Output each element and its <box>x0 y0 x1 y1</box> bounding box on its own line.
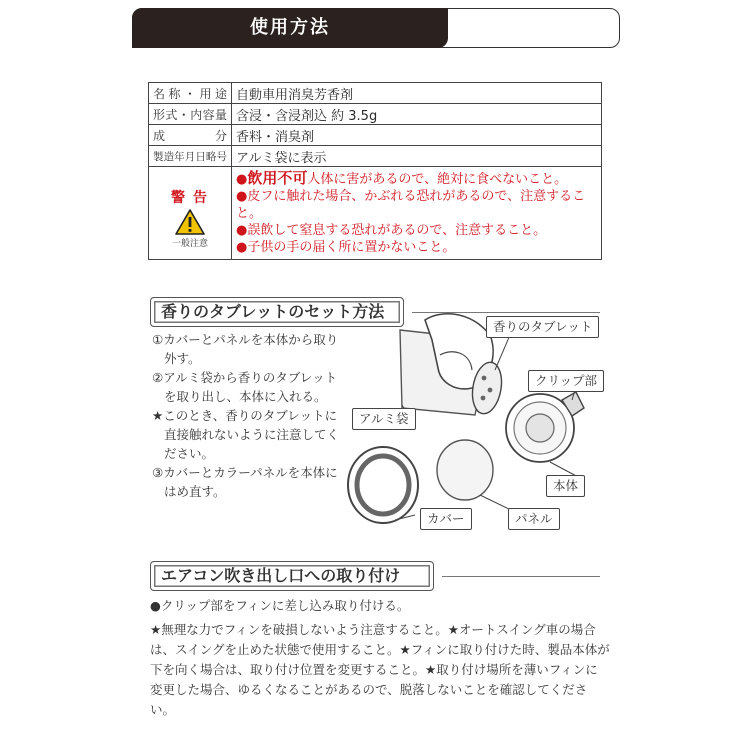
warning-triangle-icon <box>175 209 205 235</box>
step-item: ①カバーとパネルを本体から取り外す。 <box>152 332 339 366</box>
warning-strong: 飲用不可 <box>247 169 308 187</box>
warning-text: 皮フに触れた場合、かぶれる恐れがあるので、注意すること。 <box>236 189 586 221</box>
bullet: ● <box>236 189 248 204</box>
spec-value: アルミ袋に表示 <box>232 146 602 167</box>
spec-label: 形式・内容量 <box>149 104 232 125</box>
table-row <box>149 146 602 167</box>
spec-value: 香料・消臭剤 <box>232 125 602 146</box>
warning-text: 人体に害があるので、絶対に食べないこと。 <box>307 172 568 187</box>
vent-section-heading: エアコン吹き出し口への取り付け <box>150 561 434 591</box>
warning-line <box>236 239 597 256</box>
spec-value: 自動車用消臭芳香剤 <box>232 83 602 104</box>
warning-line <box>236 170 597 188</box>
warning-label-cell <box>149 167 232 260</box>
callout-panel: パネル <box>508 508 560 530</box>
warning-text: 子供の手の届く所に置かないこと。 <box>247 240 456 255</box>
table-row <box>149 83 602 104</box>
bullet: ● <box>236 172 248 187</box>
spec-label: 名称・用途 <box>149 83 232 104</box>
vent-notes: ★無理な力でフィンを破損しないよう注意すること。★オートスイング車の場合は、スイングを止めた状態で使用すること。★フィンに取り付けた時、製品本体が下を向く場合は、取り付け位置を変更すること。★取り付け場所を薄いフィンに変更した場合、ゆるくなることがあるので、脱落しないことを確認してください。 <box>150 622 610 717</box>
step-item: ②アルミ袋から香りのタブレットを取り出し、本体に入れる。 <box>152 370 338 404</box>
warning-line <box>236 188 597 222</box>
bullet: ● <box>236 240 248 255</box>
spec-label: 成 分 <box>149 125 232 146</box>
step-item: ★このとき、香りのタブレットに直接触れないように注意してください。 <box>152 408 340 461</box>
step-item: ③カバーとカラーパネルを本体にはめ直す。 <box>152 465 338 499</box>
bullet: ● <box>236 223 248 238</box>
warning-text: 誤飲して窒息する恐れがあるので、注意すること。 <box>247 223 547 238</box>
callout-body: 本体 <box>546 475 585 497</box>
page-title: 使用方法 <box>250 17 330 38</box>
callout-foil: アルミ袋 <box>352 408 416 430</box>
warning-row <box>149 167 602 260</box>
tablet-steps <box>152 330 342 501</box>
warning-text-cell <box>232 167 602 260</box>
warning-subtitle: 一般注意 <box>171 239 208 249</box>
vent-instruction: ●クリップ部をフィンに差し込み取り付ける。 <box>150 598 410 613</box>
section-rule <box>442 576 600 577</box>
table-row <box>149 125 602 146</box>
warning-title: 警告 <box>171 190 215 206</box>
spec-value: 含浸・含浸剤込 約 3.5g <box>232 104 602 125</box>
callout-cover: カバー <box>420 508 472 530</box>
spec-table <box>148 82 602 260</box>
panel-shape <box>437 440 493 500</box>
callout-clip: クリップ部 <box>528 370 604 392</box>
callout-tablet: 香りのタブレット <box>486 316 599 338</box>
tablet-section-heading: 香りのタブレットのセット方法 <box>150 297 404 327</box>
spec-label: 製造年月日略号 <box>149 146 232 167</box>
warning-line <box>236 222 597 239</box>
table-row <box>149 104 602 125</box>
